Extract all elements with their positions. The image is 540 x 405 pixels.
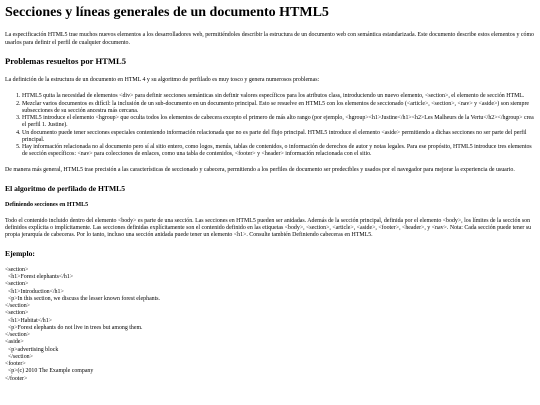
problems-heading: Problemas resueltos por HTML5 (5, 55, 127, 66)
algorithm-heading: El algoritmo de perfilado de HTML5 (5, 183, 126, 193)
example-heading: Ejemplo: (5, 248, 35, 258)
define-sections-heading: Definiendo secciones en HTML5 (5, 201, 89, 208)
problem-item: 3. HTML5 introduce el elemento <hgroup> que oculta todos los elementos de cabecera excepto el primero de más alto rango (por ejemplo, <hgroup><h1>Justine</h1><h2>Les Malheurs de la Vertu</h2></hgroup> crea el perfil 1. Justine). (22, 115, 535, 129)
problem-item: 1. HTML5 quita la necesidad de elementos <div> para definir secciones semánticas sin definir valores específicos para los atributos class, introduciendo un nuevo elemento, <section>, el elemento de sección HTML. (22, 93, 535, 100)
problem-item: 5. Hay información relacionada no al documento pero sí al sitio entero, como logos, menús, tablas de contenidos, o información de derechos de autor y notas legales. Para ese propósito, HTML5 introduce tres elementos de sección específicos: <nav> para colecciones de enlaces, como una tabla de contenidos, <footer> y <header> información relacionada con el sitio. (22, 144, 535, 158)
example-code: <section> <h1>Forest elephants</h1> <section> <h1>Introduction</h1> <p>In this section, we discuss the lesser known forest elephants. </section> <section> <h1>Habitat</h1> <p>Forest elephants do not live in trees but among them. </section> <aside> <p>advertising block </section> <footer> <p>(c) 2010 The Example company </footer> (5, 266, 161, 382)
problems-intro: La definición de la estructura de un documento en HTML 4 y su algoritmo de perfilado es muy tosco y genera numerosos problemas: (5, 77, 320, 84)
problems-list (5, 93, 535, 158)
page-title: Secciones y líneas generales de un documento HTML5 (5, 5, 329, 20)
summary-paragraph: De manera más general, HTML5 trae precisión a las características de seccionado y cabecera, permitiendo a los perfiles de documento ser predecibles y usados por el navegador para mejorar la experiencia de usuario. (5, 167, 515, 174)
problem-item: 4. Un documento puede tener secciones especiales conteniendo información relacionada que no es parte del flujo principal. HTML5 introduce el elemento <aside> permitiendo a dichas secciones no ser parte del perfil principal. (22, 130, 535, 144)
intro-paragraph: La especificación HTML5 trae muchos nuevos elementos a los desarrolladores web, permitiéndoles describir la estructura de un documento web con semántica estandarizada. Este documento describe estos elementos y cómo usarlos para definir el perfil de cualquier documento. (5, 32, 534, 46)
define-sections-text: Todo el contenido incluido dentro del elemento <body> es parte de una sección. Las secciones en HTML5 pueden ser anidadas. Además de la sección principal, definida por el elemento <body>, los límites de la sección son definidos explícita o implícitamente. Las secciones definidas explícitamente son el contenido definido en las etiquetas <body>, <section>, <article>, <aside>, <footer>, <header>, y <nav>. Nota: Cada sección puede tener su propia jerarquía de cabeceras. Por lo tanto, incluso una sección anidada puede tener un elemento <h1>. Consulte también Definiendo cabeceras en HTML5. (5, 218, 532, 239)
problem-item: 2. Mezclar varios documentos es difícil: la inclusión de un sub-documento en un documento principal. Esto se resuelve en HTML5 con los elementos de seccionado (<article>, <section>, <nav> y <aside>) son siempre subsecciones de su sección ancestra más cercana. (22, 101, 535, 115)
